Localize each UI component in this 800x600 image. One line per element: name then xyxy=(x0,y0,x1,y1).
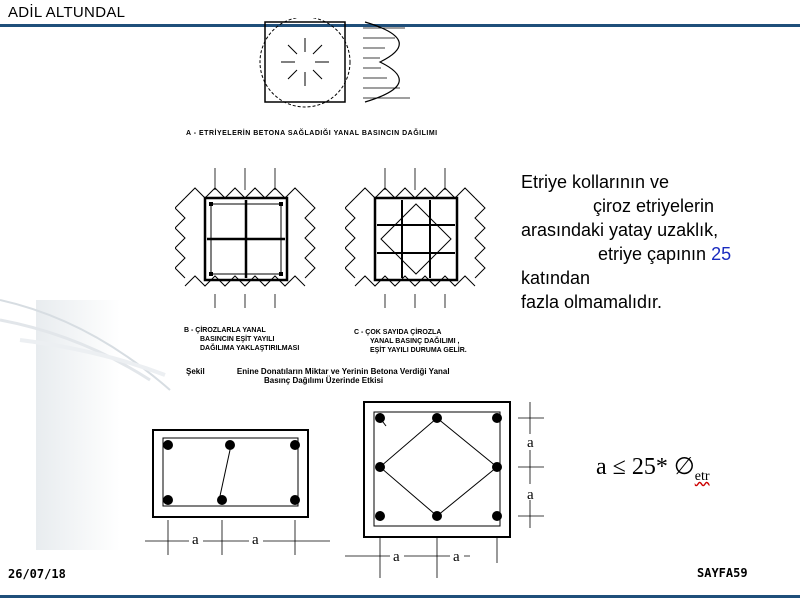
figure-c-caption xyxy=(354,328,467,355)
author-name: ADİL ALTUNDAL xyxy=(8,4,126,21)
dim-label-sq-3: a xyxy=(527,435,534,451)
figure-c-diagram xyxy=(345,168,495,308)
figure-a-diagram xyxy=(255,18,435,108)
figure-label: Şekil xyxy=(186,367,205,376)
dim-label-sq-1: a xyxy=(393,549,400,565)
figure-b-caption-line3: DAĞILIMA YAKLAŞTIRILMASI xyxy=(200,345,300,352)
note-line4 xyxy=(521,242,781,266)
section-square-diagram xyxy=(340,398,555,580)
figure-title-line2: Basınç Dağılımı Üzerinde Etkisi xyxy=(264,376,384,385)
section-rect-diagram xyxy=(145,420,335,560)
formula-main: a ≤ 25* ∅ xyxy=(596,454,695,480)
figure-title xyxy=(186,367,450,385)
figure-b-caption xyxy=(184,326,299,353)
dim-label-rect-1: a xyxy=(192,532,199,548)
figure-b-caption-line2: BASINCIN EŞİT YAYILI xyxy=(200,336,275,343)
spacing-formula xyxy=(596,452,710,485)
note-line2: çiroz etriyelerin xyxy=(593,196,715,216)
dim-label-sq-4: a xyxy=(527,487,534,503)
note-line6: fazla olmamalıdır. xyxy=(521,292,663,312)
spacing-rule-note xyxy=(521,170,781,314)
figure-b-diagram xyxy=(175,168,325,308)
figure-title-line1: Enine Donatıların Miktar ve Yerinin Betona Verdiği Yanal xyxy=(236,367,450,376)
footer-rule xyxy=(0,595,800,598)
figure-c-caption-line3: EŞİT YAYILI DURUMA GELİR. xyxy=(370,347,467,354)
note-line4-text: etriye çapının xyxy=(598,244,712,264)
dim-label-rect-2: a xyxy=(252,532,259,548)
figure-a-caption: A - ETRİYELERİN BETONA SAĞLADIĞI YANAL BASINCIN DAĞILIMI xyxy=(186,130,438,137)
note-line3: arasındaki yatay uzaklık, xyxy=(521,220,719,240)
note-line1: Etriye kollarının ve xyxy=(521,172,670,192)
dim-label-sq-2: a xyxy=(453,549,460,565)
figure-c-caption-line2: YANAL BASINÇ DAĞILIMI , xyxy=(370,338,460,345)
figure-c-caption-line1: C - ÇOK SAYIDA ÇİROZLA xyxy=(354,329,442,336)
figure-b-caption-line1: B - ÇİROZLARLA YANAL xyxy=(184,327,266,334)
note-line5: katından xyxy=(521,268,591,288)
note-factor: 25 xyxy=(711,244,732,264)
footer-page-number: SAYFA59 xyxy=(697,566,748,580)
footer-date: 26/07/18 xyxy=(8,567,66,581)
formula-subscript: etr xyxy=(694,469,710,484)
